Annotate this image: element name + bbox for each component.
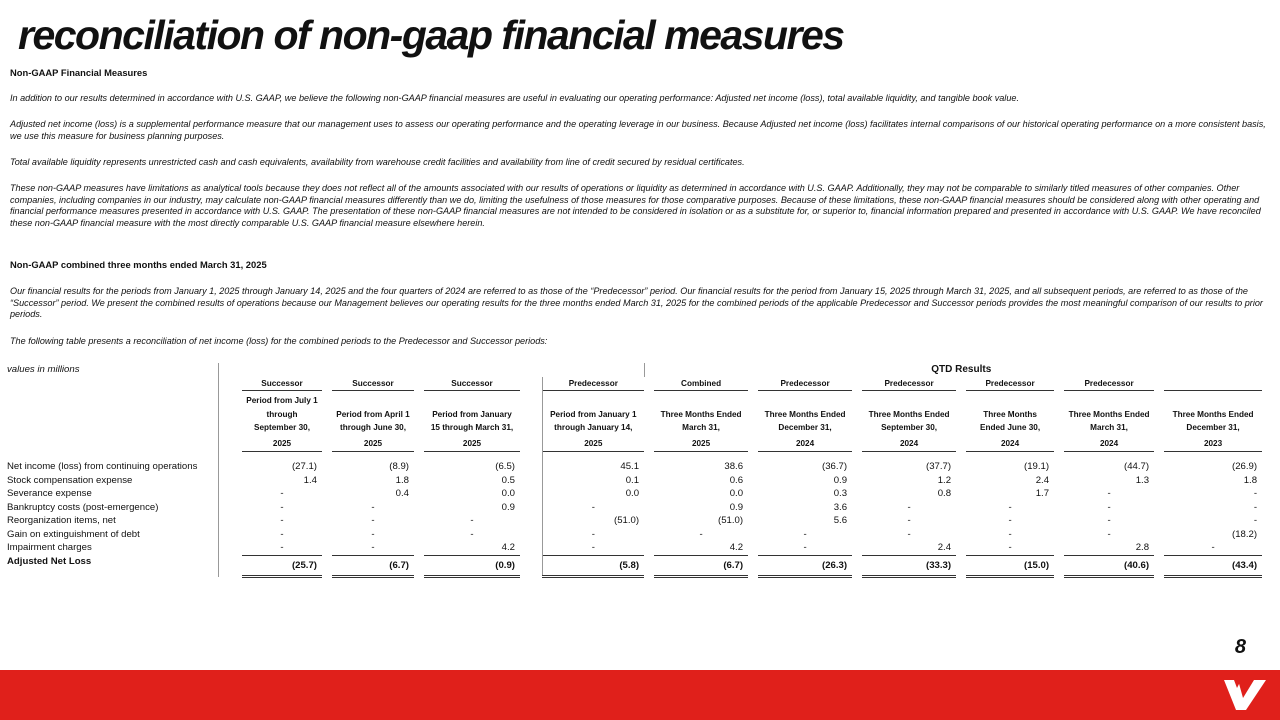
cell-value: 0.6 xyxy=(729,474,744,486)
cell-value: 5.6 xyxy=(833,515,848,526)
combined-periods-paragraph: Our financial results for the periods from January 1, 2025 through January 14, 2025 and the four quarters of 2024 are referred to as those of the “Predecessor” period. Our financial results for the period from January 15, 2025 through March 31, 2025, and all subsequent periods, are referred to as those of the “Successor” period. We present the combined results of operations because our Management believes our operating results for the three months ended March 31, 2025 for the combined periods of the applicable Predecessor and Successor periods provides the most meaningful comparison of our results to prior periods. xyxy=(10,286,1263,319)
cell-value: 0.0 xyxy=(625,488,640,499)
liquidity-paragraph: Total available liquidity represents unrestricted cash and cash equivalents, availability from warehouse credit facilities and availability from line of credit secured by residual certificates. xyxy=(10,157,745,167)
cell-value: 1.3 xyxy=(1135,474,1150,486)
column-year: 2024 xyxy=(966,435,1054,452)
cell-value: (37.7) xyxy=(926,461,952,472)
qtd-results-header: QTD Results xyxy=(931,364,992,375)
column-year: 2024 xyxy=(758,435,852,452)
column-type xyxy=(1164,377,1262,391)
cell-value: 2.4 xyxy=(1035,474,1050,486)
cell-value: - xyxy=(1008,528,1012,540)
column-type: Predecessor xyxy=(758,377,852,391)
section-heading-combined: Non-GAAP combined three months ended March 31, 2025 xyxy=(10,259,267,270)
cell-value: 3.6 xyxy=(833,501,848,513)
cell-value: 2.8 xyxy=(1064,541,1154,555)
cell-value: 1.4 xyxy=(303,474,317,486)
cell-value: - xyxy=(542,541,644,555)
total-value: (26.3) xyxy=(758,555,852,577)
cell-value: (6.5) xyxy=(495,461,515,472)
intro-paragraph: In addition to our results determined in accordance with U.S. GAAP, we believe the following non-GAAP financial measures are useful in evaluating our operating performance: Adjusted net income (loss), total available liquidity, and tangible book value. xyxy=(10,93,1019,103)
cell-value: - xyxy=(1164,541,1262,555)
cell-value: (36.7) xyxy=(822,461,848,472)
row-label: Net income (loss) from continuing operations xyxy=(2,452,218,474)
cell-value: - xyxy=(1008,515,1012,526)
cell-value: 1.8 xyxy=(395,474,409,486)
cell-value: - xyxy=(591,501,595,513)
column-period: Three Months Ended June 30, xyxy=(980,409,1041,432)
total-value: (33.3) xyxy=(862,555,956,577)
cell-value: - xyxy=(280,528,284,540)
cell-value: 4.2 xyxy=(424,541,520,555)
total-value: (6.7) xyxy=(654,555,748,577)
column-period: Three Months Ended March 31, xyxy=(660,409,742,432)
cell-value: 2.4 xyxy=(862,541,956,555)
company-v-logo-icon xyxy=(1224,678,1266,712)
column-period: Three Months Ended March 31, xyxy=(1068,409,1150,432)
table-intro-paragraph: The following table presents a reconciliation of net income (loss) for the combined periods to the Predecessor and Successor periods: xyxy=(10,336,548,346)
column-period: Period from January 1 through January 14, xyxy=(550,409,637,432)
total-value: (25.7) xyxy=(242,555,322,577)
column-year: 2023 xyxy=(1164,435,1262,452)
cell-value: 4.2 xyxy=(654,541,748,555)
cell-value: (27.1) xyxy=(291,461,317,472)
column-year: 2025 xyxy=(542,435,644,452)
row-label: Impairment charges xyxy=(2,541,218,555)
table-row xyxy=(2,528,1278,542)
column-period: Period from July 1 through September 30, xyxy=(246,396,318,432)
table-row xyxy=(2,487,1278,501)
cell-value: 0.9 xyxy=(729,501,744,513)
cell-value: - xyxy=(1253,488,1258,499)
cell-value: 45.1 xyxy=(620,461,640,472)
column-type: Successor xyxy=(424,377,520,391)
column-type: Combined xyxy=(654,377,748,391)
total-value: (0.9) xyxy=(424,555,520,577)
row-label: Stock compensation expense xyxy=(2,474,218,488)
row-label: Bankruptcy costs (post-emergence) xyxy=(2,501,218,515)
page-number: 8 xyxy=(1234,636,1246,658)
table-row xyxy=(2,541,1278,555)
table-row xyxy=(2,474,1278,488)
cell-value: - xyxy=(470,528,474,540)
cell-value: 0.3 xyxy=(833,488,848,499)
column-year: 2024 xyxy=(862,435,956,452)
cell-value: (44.7) xyxy=(1124,461,1150,472)
column-type: Predecessor xyxy=(1064,377,1154,391)
row-label: Gain on extinguishment of debt xyxy=(2,528,218,542)
cell-value: (18.2) xyxy=(1232,528,1258,540)
cell-value: 38.6 xyxy=(724,461,744,472)
cell-value: - xyxy=(1107,501,1111,513)
cell-value: - xyxy=(242,541,322,555)
cell-value: - xyxy=(1107,528,1111,540)
cell-value: 0.1 xyxy=(625,474,640,486)
cell-value: (26.9) xyxy=(1232,461,1258,472)
cell-value: - xyxy=(371,515,375,526)
table-row xyxy=(2,501,1278,515)
column-period: Three Months Ended September 30, xyxy=(868,409,950,432)
cell-value: - xyxy=(1107,515,1111,526)
total-value: (40.6) xyxy=(1064,555,1154,577)
column-type: Successor xyxy=(332,377,414,391)
cell-value: 0.8 xyxy=(937,488,952,499)
total-value: (43.4) xyxy=(1164,555,1262,577)
row-label: Severance expense xyxy=(2,487,218,501)
cell-value: - xyxy=(1107,488,1111,499)
cell-value: - xyxy=(280,501,284,513)
table-row xyxy=(2,514,1278,528)
column-period: Period from January 15 through March 31, xyxy=(430,409,514,432)
column-type: Successor xyxy=(242,377,322,391)
cell-value: - xyxy=(470,515,474,526)
cell-value: - xyxy=(1253,515,1258,526)
page-title: reconciliation of non-gaap financial measures xyxy=(18,12,844,58)
cell-value: - xyxy=(371,501,375,513)
cell-value: (51.0) xyxy=(718,515,744,526)
cell-value: (8.9) xyxy=(389,461,409,472)
reconciliation-table xyxy=(2,363,1278,578)
cell-value: 0.9 xyxy=(501,501,515,513)
adjusted-net-income-paragraph: Adjusted net income (loss) is a supplemental performance measure that our management uses to assess our operating performance and the operating leverage in our business. Because Adjusted net income (loss) facilitates internal comparisons of our historical operating performance on a more consistent basis, we use this measure for business planning purposes. xyxy=(10,119,1266,141)
section-heading-non-gaap: Non-GAAP Financial Measures xyxy=(10,67,148,78)
cell-value: - xyxy=(1008,501,1012,513)
cell-value: 1.7 xyxy=(1035,488,1050,499)
column-year: 2025 xyxy=(332,435,414,452)
cell-value: - xyxy=(591,528,595,540)
cell-value: - xyxy=(758,541,852,555)
values-unit-label: values in millions xyxy=(2,363,218,452)
cell-value: 1.8 xyxy=(1243,474,1258,486)
cell-value: - xyxy=(907,515,911,526)
cell-value: - xyxy=(803,528,807,540)
column-type: Predecessor xyxy=(542,377,644,391)
table-row xyxy=(2,452,1278,474)
cell-value: - xyxy=(371,528,375,540)
total-label: Adjusted Net Loss xyxy=(2,555,218,577)
column-year: 2024 xyxy=(1064,435,1154,452)
limitations-paragraph: These non-GAAP measures have limitations as analytical tools because they does not reflect all of the amounts associated with our results of operations or liquidity as determined in accordance with U.S. GAAP. Additionally, they may not be comparable to similarly titled measures of other companies. Other companies, including companies in our industry, may calculate non-GAAP financial measures differently than we do, limiting the usefulness of those measures for those comparative purposes. Because of these limitations, these non-GAAP financial measures should be considered along with other operating and financial performance measures presented in accordance with U.S. GAAP. The presentation of these non-GAAP financial measures are not intended to be considered in isolation or as a substitute for, or superior to, financial information prepared and presented in accordance with U.S. GAAP. We have reconciled these non-GAAP financial measure with the most directly comparable U.S. GAAP financial measure elsewhere herein. xyxy=(10,183,1261,228)
column-type: Predecessor xyxy=(862,377,956,391)
cell-value: - xyxy=(332,541,414,555)
column-type: Predecessor xyxy=(966,377,1054,391)
cell-value: - xyxy=(280,515,284,526)
cell-value: 0.4 xyxy=(395,488,409,499)
footer-bar xyxy=(0,670,1280,720)
column-year: 2025 xyxy=(242,435,322,452)
cell-value: - xyxy=(907,501,911,513)
cell-value: 0.0 xyxy=(729,488,744,499)
cell-value: - xyxy=(907,528,911,540)
column-period: Period from April 1 through June 30, xyxy=(336,409,410,432)
cell-value: - xyxy=(280,488,284,499)
column-period: Three Months Ended December 31, xyxy=(1172,409,1254,432)
column-year: 2025 xyxy=(654,435,748,452)
row-label: Reorganization items, net xyxy=(2,514,218,528)
cell-value: - xyxy=(1253,501,1258,513)
cell-value: 0.0 xyxy=(501,488,515,499)
column-year: 2025 xyxy=(424,435,520,452)
column-period: Three Months Ended December 31, xyxy=(764,409,846,432)
total-value: (15.0) xyxy=(966,555,1054,577)
cell-value: - xyxy=(966,541,1054,555)
total-value: (6.7) xyxy=(332,555,414,577)
total-row xyxy=(2,555,1278,577)
total-value: (5.8) xyxy=(542,555,644,577)
cell-value: (19.1) xyxy=(1024,461,1050,472)
cell-value: - xyxy=(699,528,703,540)
cell-value: 1.2 xyxy=(937,474,952,486)
cell-value: 0.5 xyxy=(501,474,515,486)
cell-value: 0.9 xyxy=(833,474,848,486)
cell-value: (51.0) xyxy=(614,515,640,526)
